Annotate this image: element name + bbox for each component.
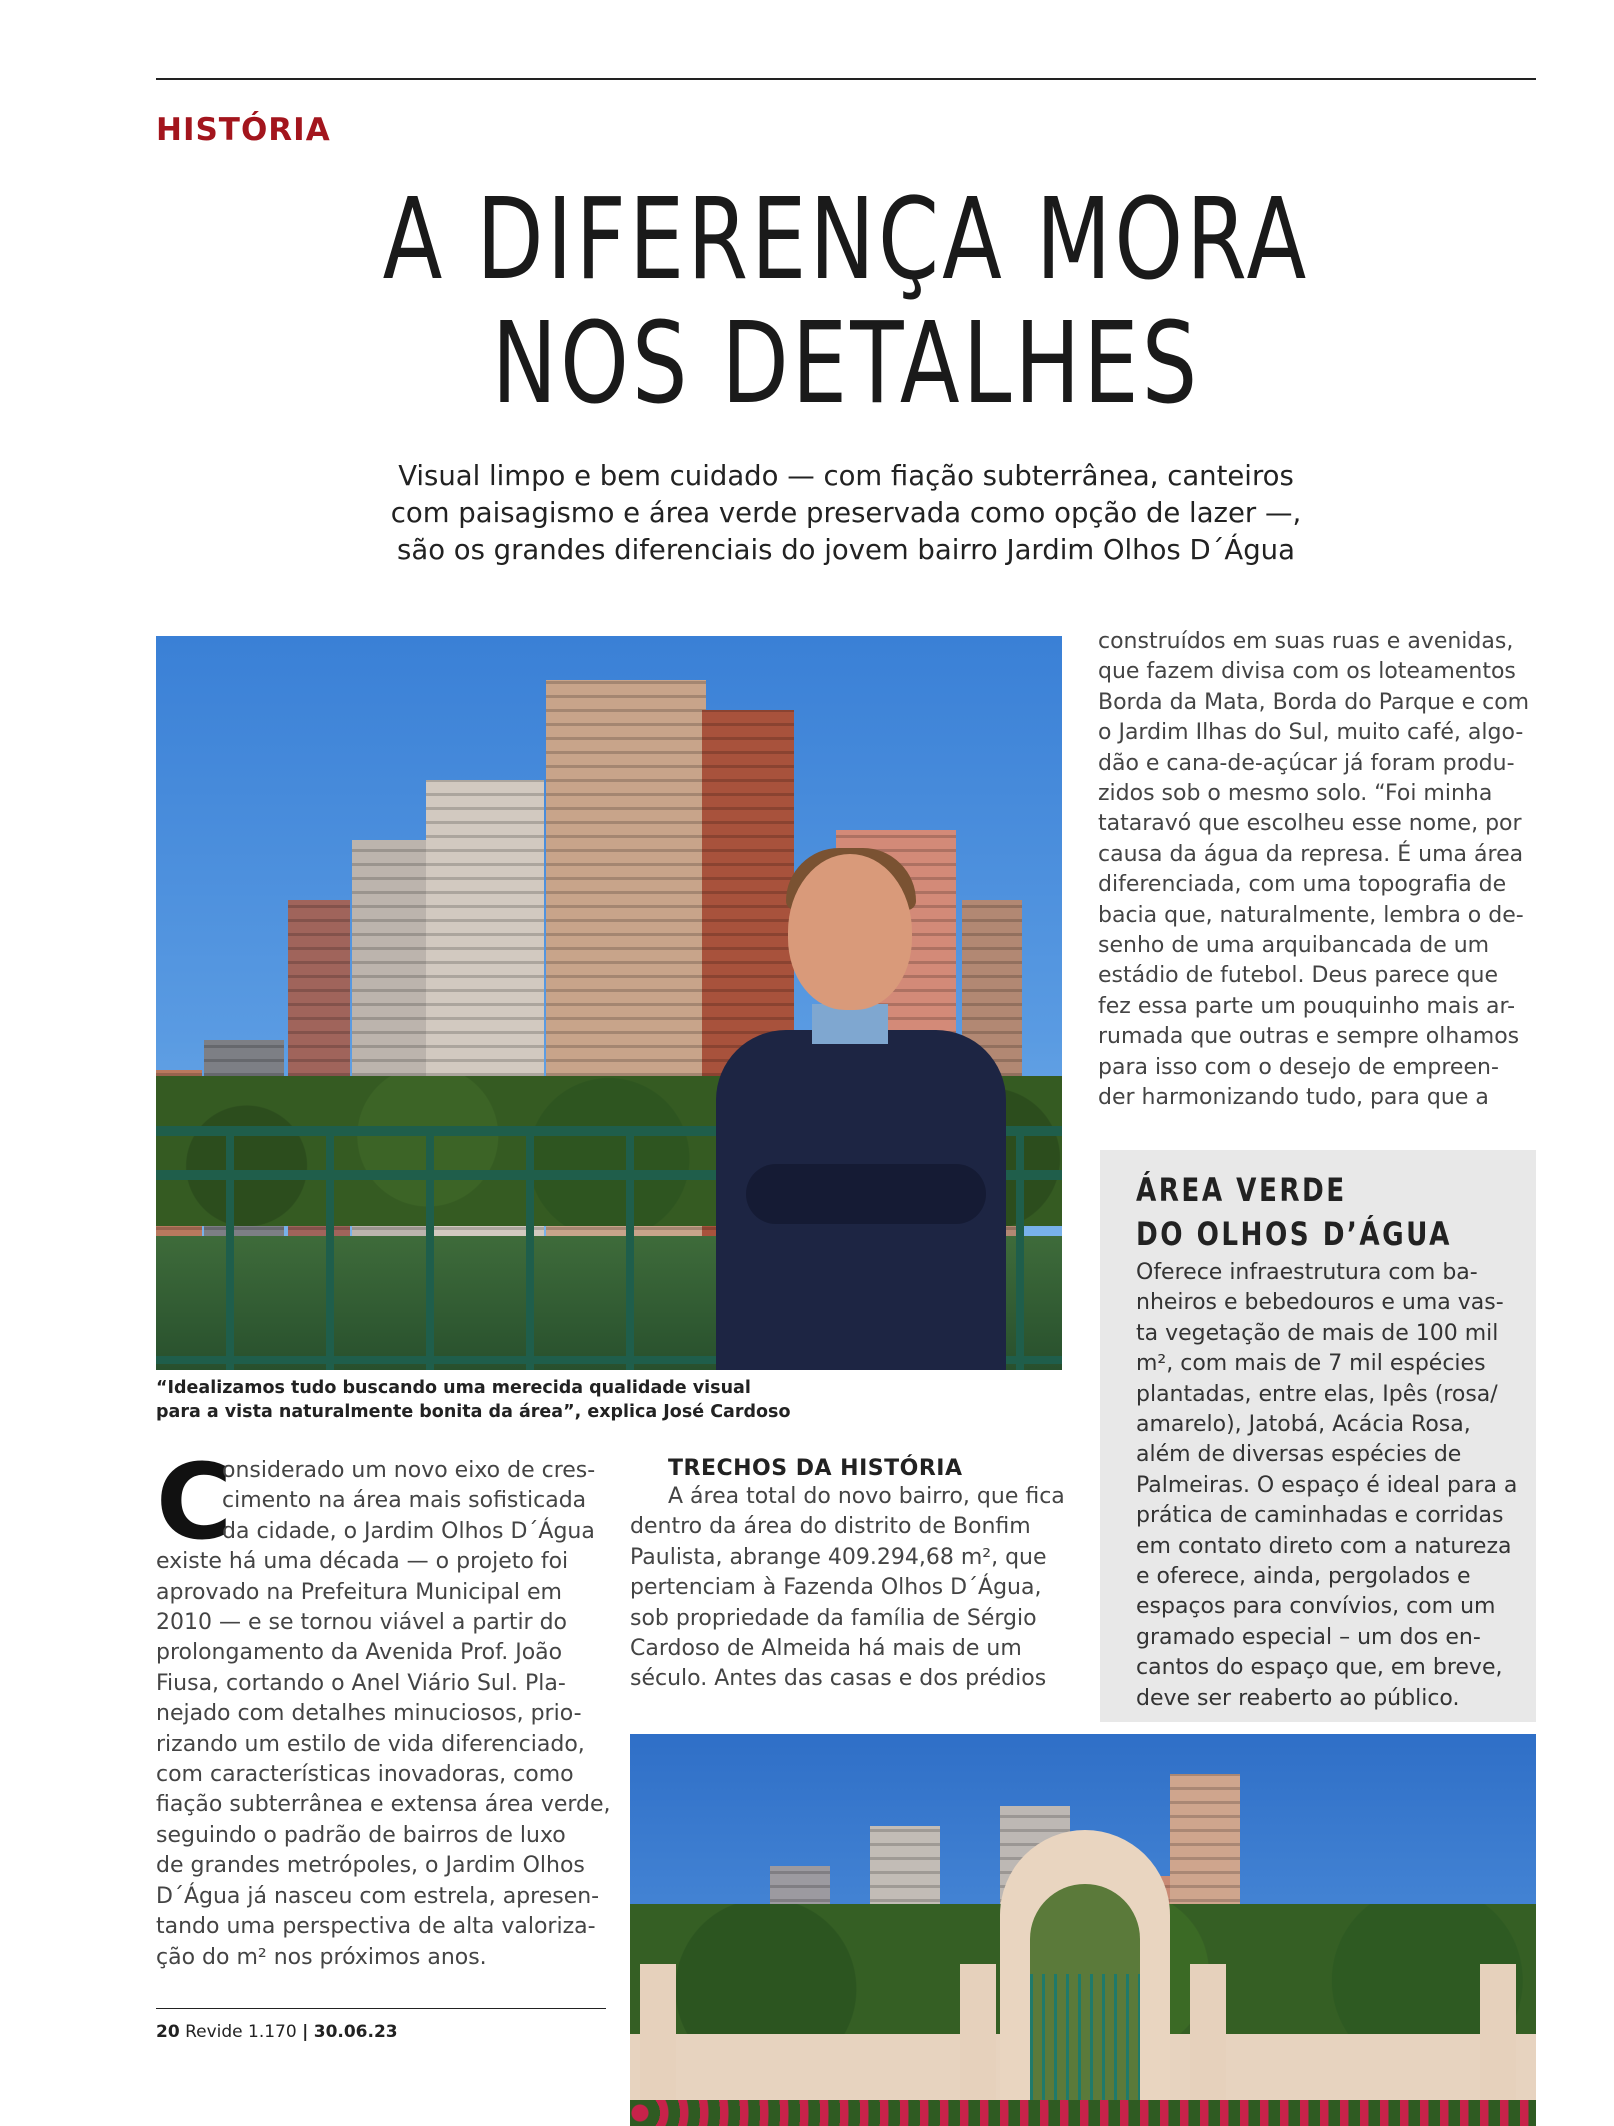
bottom-rule [156, 2008, 606, 2009]
rail-post [526, 1126, 534, 1370]
box-line: gramado especial – um dos en- [1136, 1624, 1481, 1650]
box-line: cantos do espaço que, em breve, [1136, 1655, 1503, 1681]
box-line: ta vegetação de mais de 100 mil [1136, 1320, 1499, 1346]
text-line: existe há uma década — o projeto foi [156, 1549, 569, 1575]
text-line: Borda da Mata, Borda do Parque e com [1098, 689, 1530, 715]
drop-cap: C [156, 1441, 233, 1563]
box-title [1136, 1168, 1452, 1256]
top-rule [156, 78, 1536, 80]
crossed-arms [746, 1164, 986, 1224]
box-title-line: ÁREA VERDE [1136, 1171, 1347, 1209]
box-line: em contato direto com a natureza [1136, 1533, 1512, 1559]
photo-caption [156, 1376, 956, 1424]
text-line: 2010 — e se tornou viável a partir do [156, 1610, 568, 1636]
text-line: sob propriedade da família de Sérgio [630, 1605, 1037, 1631]
text-line: rizando um estilo de vida diferenciado, [156, 1731, 585, 1757]
headline-line: NOS DETALHES [491, 299, 1201, 429]
deck-line: com paisagismo e área verde preservada como opção de lazer —, [390, 497, 1302, 529]
box-line: deve ser reaberto ao público. [1136, 1685, 1460, 1711]
flower-bed [630, 2100, 1536, 2126]
rail-post [1016, 1126, 1024, 1370]
box-line: e oferece, ainda, pergolados e [1136, 1564, 1471, 1590]
text-line: diferenciada, com uma topografia de [1098, 872, 1507, 898]
article-column-right [1098, 627, 1534, 1114]
rail-post [426, 1126, 434, 1370]
text-line: senho de uma arquibancada de um [1098, 933, 1490, 959]
box-line: além de diversas espécies de [1136, 1442, 1462, 1468]
photo-park-gate [630, 1734, 1536, 2126]
box-line: Oferece infraestrutura com ba- [1136, 1260, 1478, 1285]
text-line: onsiderado um novo eixo de cres- [222, 1458, 596, 1483]
sidebar-box-area-verde [1100, 1150, 1536, 1722]
caption-line: para a vista naturalmente bonita da área”, explica José Cardoso [156, 1402, 791, 1422]
text-line: de grandes metrópoles, o Jardim Olhos [156, 1853, 585, 1879]
article-column-left [156, 1456, 611, 1973]
text-line: causa da água da represa. É uma área [1098, 841, 1524, 867]
box-line: espaços para convívios, com um [1136, 1594, 1496, 1620]
deck-line: Visual limpo e bem cuidado — com fiação subterrânea, canteiros [398, 460, 1294, 492]
section-label: HISTÓRIA [156, 112, 331, 148]
box-body [1136, 1258, 1526, 1714]
box-line: m², com mais de 7 mil espécies [1136, 1351, 1486, 1377]
text-line: fiação subterrânea e extensa área verde, [156, 1792, 611, 1818]
text-line: D´Água já nasceu com estrela, apresen- [156, 1883, 600, 1909]
text-line: ção do m² nos próximos anos. [156, 1944, 487, 1970]
magazine-issue: Revide 1.170 [185, 2022, 297, 2042]
text-line: com características inovadoras, como [156, 1762, 574, 1788]
face [788, 854, 912, 1010]
headline [308, 175, 1384, 429]
text-line: nejado com detalhes minuciosos, prio- [156, 1701, 582, 1727]
text-line: tando uma perspectiva de alta valoriza- [156, 1914, 596, 1940]
text-line: Paulista, abrange 409.294,68 m², que [630, 1544, 1047, 1570]
text-line: bacia que, naturalmente, lembra o de- [1098, 902, 1524, 928]
text-line: aprovado na Prefeitura Municipal em [156, 1579, 562, 1605]
rail-post [326, 1126, 334, 1370]
man-portrait [716, 854, 1006, 1370]
text-line: rumada que outras e sempre olhamos [1098, 1024, 1520, 1050]
page-number: 20 [156, 2022, 180, 2042]
page-footer [156, 2022, 398, 2042]
headline-line: A DIFERENÇA MORA [382, 175, 1310, 305]
text-line: dão e cana-de-açúcar já foram produ- [1098, 750, 1515, 776]
box-line: plantadas, entre elas, Ipês (rosa/ [1136, 1381, 1498, 1407]
text-line: pertenciam à Fazenda Olhos D´Água, [630, 1575, 1042, 1601]
text-line: século. Antes das casas e dos prédios [630, 1666, 1047, 1692]
text-line: que fazem divisa com os loteamentos [1098, 659, 1516, 685]
text-line: zidos sob o mesmo solo. “Foi minha [1098, 781, 1493, 807]
rail-post [226, 1126, 234, 1370]
box-title-line: DO OLHOS D’ÁGUA [1136, 1215, 1452, 1253]
deck-line: são os grandes diferenciais do jovem bairro Jardim Olhos D´Água [397, 534, 1295, 566]
rail-post [626, 1126, 634, 1370]
text-line: prolongamento da Avenida Prof. João [156, 1640, 563, 1666]
text-line: A área total do novo bairro, que fica [668, 1484, 1065, 1509]
text-line: Cardoso de Almeida há mais de um [630, 1636, 1022, 1662]
box-line: Palmeiras. O espaço é ideal para a [1136, 1472, 1518, 1498]
text-line: o Jardim Ilhas do Sul, muito café, algo- [1098, 720, 1524, 746]
box-line: nheiros e bebedouros e uma vas- [1136, 1290, 1504, 1316]
deck [306, 458, 1386, 569]
text-line: cimento na área mais sofisticada [222, 1488, 587, 1514]
text-line: Fiusa, cortando o Anel Viário Sul. Pla- [156, 1670, 566, 1696]
text-line: da cidade, o Jardim Olhos D´Água [222, 1518, 595, 1544]
text-line: seguindo o padrão de bairros de luxo [156, 1822, 566, 1848]
text-line: dentro da área do distrito de Bonfim [630, 1514, 1031, 1540]
text-line: fez essa parte um pouquinho mais ar- [1098, 993, 1516, 1019]
shirt-collar [812, 1004, 888, 1044]
box-line: amarelo), Jatobá, Acácia Rosa, [1136, 1412, 1471, 1438]
caption-line: “Idealizamos tudo buscando uma merecida qualidade visual [156, 1378, 751, 1398]
article-column-middle [630, 1482, 1064, 1695]
photo-portrait-with-buildings [156, 636, 1062, 1370]
text-line: para isso com o desejo de empreen- [1098, 1054, 1499, 1080]
text-line: estádio de futebol. Deus parece que [1098, 963, 1498, 989]
text-line: construídos em suas ruas e avenidas, [1098, 629, 1514, 654]
subhead-trechos: TRECHOS DA HISTÓRIA [668, 1456, 963, 1481]
box-line: prática de caminhadas e corridas [1136, 1503, 1504, 1529]
text-line: tataravó que escolheu esse nome, por [1098, 811, 1522, 837]
footer-separator: | [302, 2022, 309, 2042]
text-line: der harmonizando tudo, para que a [1098, 1085, 1489, 1111]
issue-date: 30.06.23 [313, 2022, 398, 2042]
